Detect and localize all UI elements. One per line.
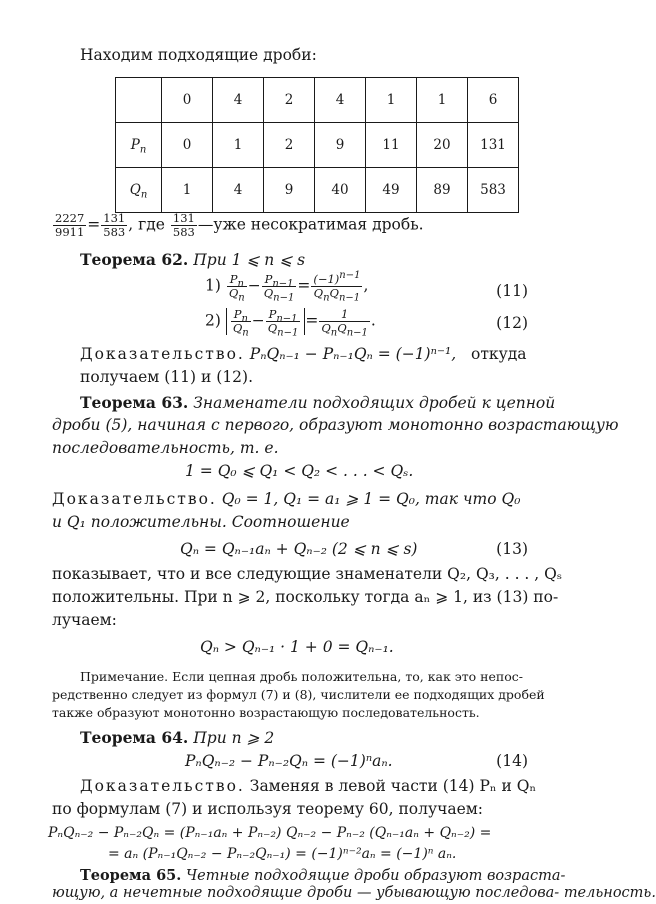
proof-64-line1: Доказательство. Заменяя в левой части (14) Pₙ и Qₙ bbox=[80, 777, 537, 795]
theorem-62-heading: Теорема 62. При 1 ⩽ n ⩽ s bbox=[80, 250, 306, 269]
long-formula-line2: = aₙ (Pₙ₋₁Qₙ₋₂ − Pₙ₋₂Qₙ₋₁) = (−1)ⁿ⁻²aₙ = (−1)ⁿ aₙ. bbox=[108, 846, 457, 862]
table-cell: 0 bbox=[162, 123, 213, 168]
theorem-64-heading: Теорема 64. При n ⩾ 2 bbox=[80, 728, 275, 747]
table-cell: 20 bbox=[417, 123, 468, 168]
equation-tag: (12) bbox=[496, 314, 528, 332]
table-row bbox=[116, 168, 519, 213]
inequality: Qₙ > Qₙ₋₁ · 1 + 0 = Qₙ₋₁. bbox=[200, 638, 394, 656]
formula-13: Qₙ = Qₙ₋₁aₙ + Qₙ₋₂ (2 ⩽ n ⩽ s) bbox=[180, 540, 418, 558]
table-cell: 40 bbox=[315, 168, 366, 213]
proof-63-line2: и Q₁ положительны. Соотношение bbox=[52, 513, 350, 531]
note-line3: также образуют монотонно возрастающую последовательность. bbox=[52, 705, 480, 720]
table-cell: 4 bbox=[315, 78, 366, 123]
theorem-63-line1: Теорема 63. Знаменатели подходящих дробей к цепной bbox=[80, 393, 556, 412]
table-row bbox=[116, 123, 519, 168]
chain-inequality: 1 = Q₀ ⩽ Q₁ < Q₂ < . . . < Qₛ. bbox=[185, 462, 414, 480]
equation-tag: (13) bbox=[496, 540, 528, 558]
fraction-line: $\frac{2227}{9911}$ = $\frac{131}{583}$ , где $\frac{131}{583}$ —уже несократимая дробь. bbox=[55, 211, 424, 240]
table-cell: 1 bbox=[213, 123, 264, 168]
table-cell: 1 bbox=[162, 168, 213, 213]
row-label-qn: $Q_n$ bbox=[116, 168, 162, 213]
table-cell: 89 bbox=[417, 168, 468, 213]
equation-tag: (14) bbox=[496, 752, 528, 770]
table-cell: 1 bbox=[366, 78, 417, 123]
proof-62-line2: получаем (11) и (12). bbox=[80, 368, 254, 386]
proof-63-line1: Доказательство. Q₀ = 1, Q₁ = a₁ ⩾ 1 = Q₀, так что Q₀ bbox=[52, 490, 521, 508]
convergents-table bbox=[115, 77, 519, 213]
note-line2: редственно следует из формул (7) и (8), числители ее подходящих дробей bbox=[52, 687, 545, 702]
table-cell: 11 bbox=[366, 123, 417, 168]
equation-tag: (11) bbox=[496, 282, 528, 300]
proof-62-line1: Доказательство. PₙQₙ₋₁ − Pₙ₋₁Qₙ = (−1)ⁿ⁻¹, откуда bbox=[80, 345, 527, 363]
fraction: $\frac{131}{583}$ bbox=[172, 211, 195, 240]
table-row bbox=[116, 78, 519, 123]
long-formula-line1: PₙQₙ₋₂ − Pₙ₋₂Qₙ = (Pₙ₋₁aₙ + Pₙ₋₂) Qₙ₋₂ − Pₙ₋₂ (Qₙ₋₁aₙ + Qₙ₋₂) = bbox=[48, 825, 492, 841]
fraction: $\frac{131}{583}$ bbox=[103, 211, 126, 240]
theorem-63-line3: последовательность, т. е. bbox=[52, 439, 279, 457]
intro-text: Находим подходящие дроби: bbox=[80, 46, 317, 64]
theorem-63-line2: дроби (5), начиная с первого, образуют монотонно возрастающую bbox=[52, 416, 619, 434]
table-cell: 4 bbox=[213, 78, 264, 123]
proof-64-line2: по формулам (7) и используя теорему 60, получаем: bbox=[52, 800, 484, 818]
table-cell: 583 bbox=[468, 168, 519, 213]
row-label bbox=[116, 78, 162, 123]
table-cell: 6 bbox=[468, 78, 519, 123]
formula-14: PₙQₙ₋₂ − Pₙ₋₂Qₙ = (−1)ⁿaₙ. bbox=[185, 752, 393, 770]
formula-11: 1) $\frac{P_n}{Q_n}$ − $\frac{P_{n-1}}{Q_{n-1}}$ = $\frac{(-1)^{n-1}}{Q_nQ_{n-1}}$ , bbox=[205, 270, 369, 304]
table-cell: 2 bbox=[264, 123, 315, 168]
proof-63-line5: лучаем: bbox=[52, 611, 117, 629]
table-cell: 49 bbox=[366, 168, 417, 213]
theorem-65-line2: ющую, а нечетные подходящие дроби — убывающую последова- тельность. bbox=[52, 885, 656, 901]
table-cell: 9 bbox=[264, 168, 315, 213]
table-cell: 9 bbox=[315, 123, 366, 168]
table-cell: 1 bbox=[417, 78, 468, 123]
fraction: $\frac{2227}{9911}$ bbox=[55, 211, 85, 240]
table-cell: 131 bbox=[468, 123, 519, 168]
table-cell: 4 bbox=[213, 168, 264, 213]
row-label-pn: $P_n$ bbox=[116, 123, 162, 168]
proof-63-line4: положительны. При n ⩾ 2, поскольку тогда aₙ ⩾ 1, из (13) по- bbox=[52, 588, 559, 606]
note-line1: Примечание. Если цепная дробь положительна, то, как это непос- bbox=[80, 669, 523, 684]
formula-12: 2) $\frac{P_n}{Q_n}$ − $\frac{P_{n-1}}{Q_{n-1}}$ = $\frac{1}{Q_nQ_{n-1}}$ . bbox=[205, 307, 376, 339]
table-cell: 0 bbox=[162, 78, 213, 123]
theorem-65-line1: Теорема 65. Четные подходящие дроби образуют возраста- bbox=[80, 867, 566, 884]
table-cell: 2 bbox=[264, 78, 315, 123]
proof-63-line3: показывает, что и все следующие знаменатели Q₂, Q₃, . . . , Qₛ bbox=[52, 565, 563, 583]
